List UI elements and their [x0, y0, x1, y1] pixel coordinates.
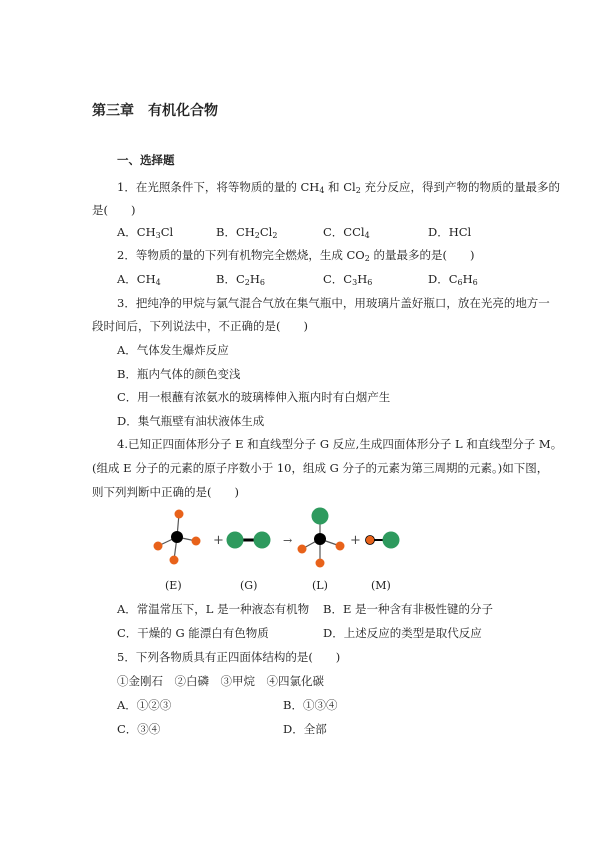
text-line [117, 649, 340, 665]
answer-option [117, 625, 269, 641]
answer-option [283, 721, 327, 737]
text-line [117, 673, 324, 689]
text-run: 的量最多的是( ) [369, 248, 475, 262]
text-run: H [462, 272, 473, 286]
label-m: (M) [371, 579, 391, 592]
text-run: C．CCl [323, 225, 365, 239]
text-run: 段时间后，下列说法中，不正确的是( ) [92, 319, 308, 333]
subscript: 4 [319, 186, 325, 195]
text-run: 充分反应，得到产物的物质的量最多的 [360, 180, 560, 194]
subscript: 6 [367, 278, 373, 287]
text-run: 2．等物质的量的下列有机物完全燃烧，生成 CO [117, 248, 365, 262]
text-run: B．CH [216, 225, 255, 239]
text-run: A．①②③ [117, 698, 172, 712]
text-run: 是( ) [92, 203, 136, 217]
answer-option [323, 601, 493, 617]
molecule-l [298, 508, 345, 568]
text-run: D．集气瓶壁有油状液体生成 [117, 414, 265, 428]
arrow: → [283, 534, 293, 547]
answer-option [117, 697, 171, 713]
text-run: 则下列判断中正确的是( ) [92, 485, 239, 499]
subscript: 6 [259, 278, 265, 287]
text-run: 5．下列各物质具有正四面体结构的是( ) [117, 650, 341, 664]
plus-sign: + [213, 533, 224, 548]
text-run: C．干燥的 G 能漂白有色物质 [117, 626, 269, 640]
text-line [117, 436, 562, 452]
answer-option [428, 271, 478, 287]
subscript: 2 [355, 186, 361, 195]
subscript: 2 [244, 278, 250, 287]
text-run: D．HCl [428, 225, 472, 239]
text-line [92, 318, 308, 334]
answer-option [428, 224, 471, 240]
molecule-reaction-diagram [0, 500, 600, 580]
label-l: (L) [312, 579, 328, 592]
subscript: 3 [352, 278, 358, 287]
text-run: D．全部 [283, 722, 327, 736]
text-line [92, 202, 135, 218]
text-run: C．用一根蘸有浓氨水的玻璃棒伸入瓶内时有白烟产生 [117, 390, 391, 404]
text-run: H [249, 272, 260, 286]
text-line [117, 295, 550, 311]
text-line [117, 179, 560, 195]
text-run: C．③④ [117, 722, 161, 736]
text-run: A．CH [117, 272, 156, 286]
label-g: (G) [240, 579, 258, 592]
molecule-e [154, 510, 201, 565]
label-e: (E) [165, 579, 182, 592]
text-line [117, 247, 474, 263]
text-run: 4.已知正四面体形分子 E 和直线型分子 G 反应,生成四面体形分子 L 和直线型分子 M。 [117, 437, 563, 451]
answer-option [323, 625, 482, 641]
subscript: 2 [272, 231, 278, 240]
text-run: Cl [160, 225, 174, 239]
text-run: C．C [323, 272, 353, 286]
text-run: A．CH [117, 225, 156, 239]
text-run: B．瓶内气体的颜色变浅 [117, 367, 241, 381]
answer-option [216, 271, 265, 287]
subscript: 4 [155, 278, 161, 287]
answer-option [117, 224, 173, 240]
answer-option [117, 601, 309, 617]
text-run: A．常温常压下，L 是一种液态有机物 [117, 602, 310, 616]
text-run: A．气体发生爆炸反应 [117, 343, 229, 357]
text-run: H [357, 272, 368, 286]
subscript: 4 [364, 231, 370, 240]
text-run: (组成 E 分子的元素的原子序数小于 10，组成 G 分子的元素为第三周期的元素。)如下图， [92, 461, 549, 475]
text-run: D．上述反应的类型是取代反应 [323, 626, 482, 640]
subscript: 2 [364, 254, 370, 263]
answer-option [323, 224, 370, 240]
text-line [92, 460, 548, 476]
text-run: Cl [259, 225, 273, 239]
answer-option [216, 224, 277, 240]
text-run: 1．在光照条件下，将等物质的量的 CH [117, 180, 320, 194]
text-run: 和 Cl [324, 180, 356, 194]
text-run: D．C [428, 272, 458, 286]
subscript: 6 [472, 278, 478, 287]
text-run: ①金刚石 ②白磷 ③甲烷 ④四氯化碳 [117, 674, 324, 688]
answer-option [117, 721, 160, 737]
text-line [117, 342, 229, 358]
molecule-m [366, 532, 400, 549]
text-run: B．①③④ [283, 698, 338, 712]
answer-option [283, 697, 337, 713]
molecule-g [227, 532, 271, 549]
text-line [117, 389, 390, 405]
plus-sign: + [350, 533, 361, 548]
answer-option [117, 271, 161, 287]
subscript: 2 [254, 231, 260, 240]
subscript: 3 [155, 231, 161, 240]
chapter-title: 第三章 有机化合物 [92, 103, 218, 119]
subscript: 6 [457, 278, 463, 287]
answer-option [323, 271, 372, 287]
text-line [92, 484, 239, 500]
text-line [117, 366, 240, 382]
text-run: B．E 是一种含有非极性键的分子 [323, 602, 493, 616]
text-run: 3．把纯净的甲烷与氯气混合气放在集气瓶中，用玻璃片盖好瓶口，放在光亮的地方一 [117, 296, 550, 310]
text-run: B．C [216, 272, 245, 286]
section-heading: 一、选择题 [117, 153, 175, 167]
text-line [117, 413, 264, 429]
